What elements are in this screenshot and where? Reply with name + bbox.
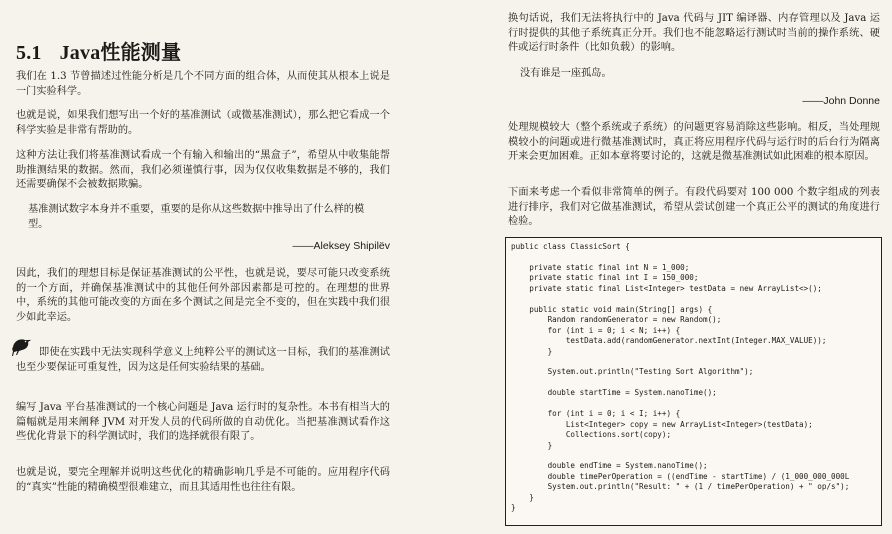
paragraph: 也就是说，如果我们想写出一个好的基准测试（或微基准测试），那么把它看成一个科学实验是非常有帮助的。 <box>16 110 390 136</box>
code-line: public static void main(String[] args) { <box>511 304 713 314</box>
code-line: for (int i = 0; i < N; i++) { <box>511 325 681 335</box>
paragraph: 编写 Java 平台基准测试的一个核心问题是 Java 运行时的复杂性。本书有相当大的篇幅就是用来阐释 JVM 对开发人员的代码所做的自动优化。当把基准测试看作这些优化背景下的科学测试时，我们的选择就很有限了。 <box>16 402 390 442</box>
section-heading <box>16 36 181 65</box>
code-line: testData.add(randomGenerator.nextInt(Integer.MAX_VALUE)); <box>511 336 827 346</box>
section-title: Java性能测量 <box>59 42 182 64</box>
code-line: } <box>511 492 534 502</box>
epigraph-quote: 基准测试数字本身并不重要，重要的是你从这些数据中推导出了什么样的模型。 <box>28 204 365 230</box>
code-line: List<Integer> copy = new ArrayList<Integer>(testData); <box>511 419 813 429</box>
paragraph: 这种方法让我们将基准测试看成一个有输入和输出的“黑盒子”，希望从中收集能帮助推测结果的数据。然而，我们必须谨慎行事，因为仅仅收集数据是不够的，我们还需要确保不会被数据欺骗。 <box>16 150 390 190</box>
paragraph: 我们在 1.3 节曾描述过性能分析是几个不同方面的组合体，从而使其从根本上说是一门实验科学。 <box>16 71 390 97</box>
code-line <box>511 399 877 409</box>
code-line: System.out.println("Testing Sort Algorithm"); <box>511 367 754 377</box>
code-line <box>511 451 877 461</box>
code-line: private static final int N = 1_000; <box>511 262 690 272</box>
code-line <box>511 294 877 304</box>
epigraph-author: ——Aleksey Shipilёv <box>292 240 390 252</box>
paragraph: 处理规模较大（整个系统或子系统）的问题更容易消除这些影响。相反，当处理规模较小的问题或进行微基准测试时，真正将应用程序代码与运行时的后台行为隔离开来会更加困难。正如本章将要讨论的，这就是微基准测试如此困难的根本原因。 <box>508 122 880 162</box>
code-line: System.out.println("Result: " + (1 / timePerOperation) + " op/s"); <box>511 482 850 492</box>
code-line <box>511 357 877 367</box>
epigraph-quote: 没有谁是一座孤岛。 <box>520 68 612 79</box>
paragraph: 下面来考虑一个看似非常简单的例子。有段代码要对 100 000 个数字组成的列表进行排序，我们对它做基准测试，希望从尝试创建一个真正公平的测试的角度进行检验。 <box>508 187 880 227</box>
code-listing <box>505 237 882 526</box>
epigraph-author: ——John Donne <box>802 95 880 107</box>
code-line: double startTime = System.nanoTime(); <box>511 388 717 398</box>
paragraph: 换句话说，我们无法将执行中的 Java 代码与 JIT 编译器、内存管理以及 Java 运行时提供的其他子系统真正分开。我们也不能忽略运行测试时当前的操作系统、硬件或运行时条件（比如负载）的影响。 <box>508 13 880 53</box>
paragraph: 因此，我们的理想目标是保证基准测试的公平性，也就是说，要尽可能只改变系统的一个方面，并确保基准测试中的其他任何外部因素都是可控的。在理想的世界中，系统的其他可能改变的方面在多个测试之间是完全不变的，但在实践中我们很少如此幸运。 <box>16 268 390 323</box>
code-line: double endTime = System.nanoTime(); <box>511 461 708 471</box>
code-line <box>511 378 877 388</box>
code-line: for (int i = 0; i < I; i++) { <box>511 409 681 419</box>
code-line: Random randomGenerator = new Random(); <box>511 315 722 325</box>
note-text: 即使在实践中无法实现科学意义上纯粹公平的测试这一目标，我们的基准测试也至少要保证可重复性，因为这是任何实验结果的基础。 <box>16 347 390 373</box>
crow-note-icon <box>10 334 32 358</box>
code-line: private static final List<Integer> testData = new ArrayList<>(); <box>511 283 822 293</box>
code-line: } <box>511 503 516 513</box>
code-line: Collections.sort(copy); <box>511 430 672 440</box>
code-lines <box>511 242 877 514</box>
code-line: public class ClassicSort { <box>511 242 630 251</box>
code-line: private static final int I = 150_000; <box>511 273 699 283</box>
paragraph: 也就是说，要完全理解并说明这些优化的精确影响几乎是不可能的。应用程序代码的“真实”性能的精确模型很难建立，而且其适用性也往往有限。 <box>16 467 390 493</box>
code-line: } <box>511 346 553 356</box>
code-line: } <box>511 440 553 450</box>
code-line: double timePerOperation = ((endTime - startTime) / (1_000_000_000L <box>511 471 850 481</box>
section-number: 5.1 <box>16 42 42 64</box>
code-line <box>511 252 877 262</box>
